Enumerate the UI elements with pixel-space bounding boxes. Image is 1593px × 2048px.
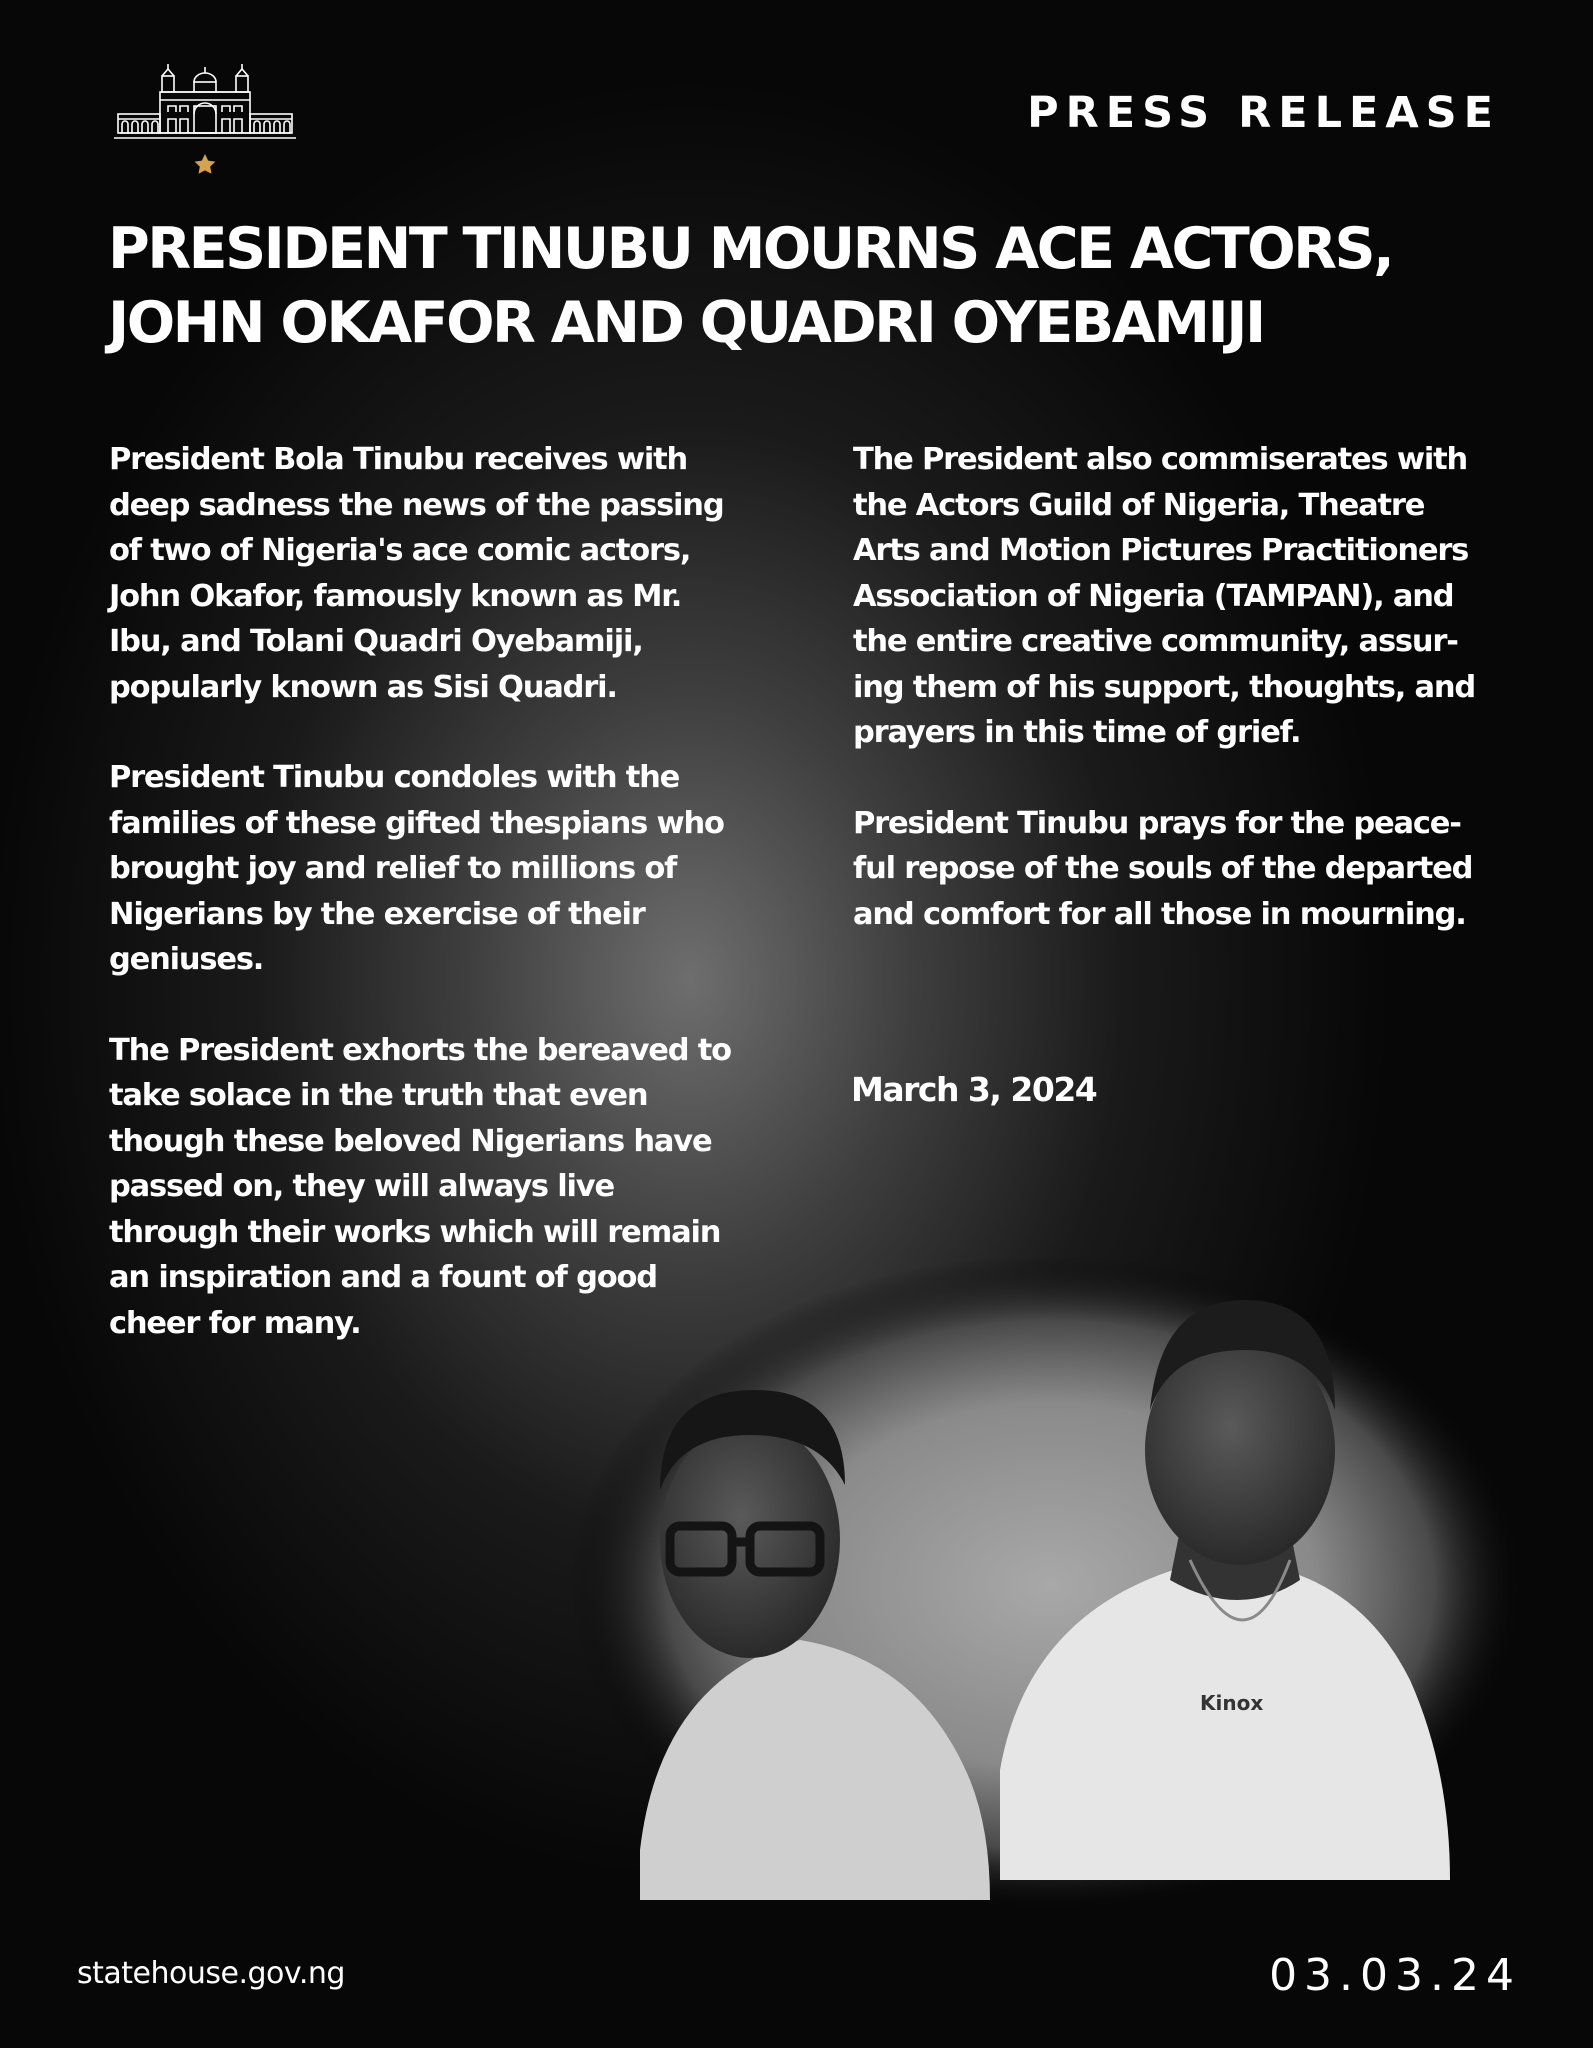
headline-line: JOHN OKAFOR AND QUADRI OYEBAMIJI: [108, 290, 1264, 356]
memorial-photo: [560, 1250, 1540, 1920]
text-line: cheer for many.: [109, 1305, 361, 1341]
star-icon: [195, 154, 216, 174]
text-line: passed on, they will always live: [109, 1169, 614, 1204]
headline: [108, 212, 1488, 360]
paragraph: [109, 437, 769, 710]
text-line: brought joy and relief to millions of: [109, 851, 677, 886]
text-line: The President exhorts the bereaved to: [109, 1032, 731, 1068]
text-line: of two of Nigeria's ace comic actors,: [109, 533, 691, 568]
text-line: popularly known as Sisi Quadri.: [109, 669, 617, 705]
paragraph: [109, 755, 769, 983]
text-line: though these beloved Nigerians have: [109, 1123, 712, 1159]
text-line: the Actors Guild of Nigeria, Theatre: [853, 487, 1425, 523]
text-line: The President also commiserates with: [853, 442, 1467, 477]
headline-line: PRESIDENT TINUBU MOURNS ACE ACTORS,: [108, 216, 1393, 282]
release-date: March 3, 2024: [851, 1070, 1097, 1109]
text-line: geniuses.: [109, 942, 264, 977]
text-line: Nigerians by the exercise of their: [109, 896, 645, 932]
text-line: take solace in the truth that even: [109, 1078, 648, 1113]
text-line: Association of Nigeria (TAMPAN), and: [853, 578, 1454, 614]
state-house-logo: [110, 62, 300, 192]
text-line: ing them of his support, thoughts, and: [853, 669, 1476, 705]
text-line: John Okafor, famously known as Mr.: [109, 578, 682, 614]
text-line: an inspiration and a fount of good: [109, 1260, 657, 1295]
text-line: President Tinubu prays for the peace-: [853, 805, 1461, 841]
text-line: President Bola Tinubu receives with: [109, 442, 688, 477]
text-line: Arts and Motion Pictures Practitioners: [853, 533, 1469, 568]
paragraph: [853, 437, 1503, 756]
right-column: [853, 437, 1503, 982]
text-line: Ibu, and Tolani Quadri Oyebamiji,: [109, 624, 643, 659]
paragraph: [853, 801, 1503, 938]
footer-date: 03.03.24: [1269, 1950, 1521, 2001]
press-release-label: PRESS RELEASE: [1027, 88, 1500, 138]
text-line: and comfort for all those in mourning.: [853, 896, 1466, 932]
text-line: deep sadness the news of the passing: [109, 487, 724, 523]
text-line: President Tinubu condoles with the: [109, 760, 680, 795]
text-line: prayers in this time of grief.: [853, 715, 1301, 750]
left-column: [109, 437, 769, 1391]
text-line: families of these gifted thespians who: [109, 805, 724, 841]
shirt-brand-text: Kinox: [1200, 1691, 1264, 1715]
website-link[interactable]: statehouse.gov.ng: [77, 1956, 345, 1991]
text-line: the entire creative community, assur-: [853, 624, 1458, 659]
text-line: through their works which will remain: [109, 1214, 721, 1250]
text-line: ful repose of the souls of the departed: [853, 851, 1473, 886]
